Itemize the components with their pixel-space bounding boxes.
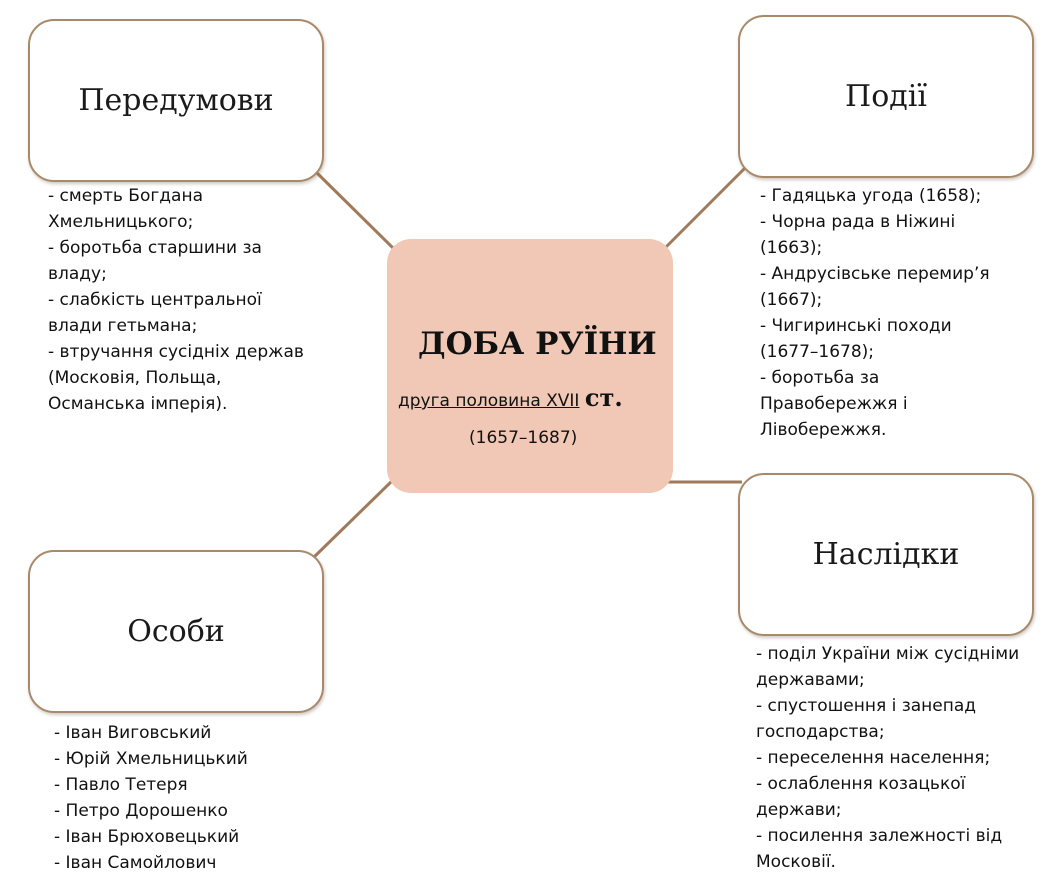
- list-item: - боротьба старшини за: [48, 238, 262, 258]
- list-item: господарства;: [756, 722, 885, 742]
- list-item: держави;: [756, 800, 842, 820]
- list-item: - Іван Самойлович: [54, 853, 217, 873]
- list-item: (1667);: [760, 290, 823, 310]
- box-events-title: Події: [845, 79, 927, 114]
- center-node: [387, 239, 673, 493]
- list-item: - слабкість центральної: [48, 290, 262, 310]
- consequences-list: [756, 641, 1019, 875]
- list-item: Лівобережжя.: [760, 420, 887, 440]
- box-consequences: [738, 473, 1034, 636]
- list-item: влади гетьмана;: [48, 316, 198, 336]
- list-item: - боротьба за: [760, 368, 880, 388]
- list-item: - Андрусівське перемир’я: [760, 264, 990, 284]
- box-events: [738, 15, 1034, 178]
- connector-events: [665, 168, 745, 248]
- list-item: - Іван Брюховецький: [54, 827, 240, 847]
- list-item: - посилення залежності від: [756, 826, 1003, 846]
- list-item: Московії.: [756, 852, 836, 872]
- list-item: - Павло Тетеря: [54, 775, 188, 795]
- center-subtitle: [398, 383, 623, 412]
- box-consequences-title: Наслідки: [812, 537, 960, 572]
- connector-persons: [313, 480, 393, 558]
- list-item: (1663);: [760, 238, 823, 258]
- list-item: - Чигиринські походи: [760, 316, 952, 336]
- list-item: - смерть Богдана: [48, 186, 203, 206]
- list-item: владу;: [48, 264, 107, 284]
- center-years: (1657–1687): [469, 428, 578, 448]
- center-subtitle-text: друга половина XVII: [398, 391, 580, 411]
- connector-premises: [316, 172, 393, 248]
- center-title: ДОБА РУЇНИ: [418, 326, 657, 362]
- list-item: - спустошення і занепад: [756, 696, 977, 716]
- persons-list: [54, 720, 248, 876]
- list-item: державами;: [756, 670, 865, 690]
- box-premises: [28, 19, 324, 182]
- events-list: [760, 183, 990, 443]
- list-item: - переселення населення;: [756, 748, 991, 768]
- list-item: - Юрій Хмельницький: [54, 749, 248, 769]
- list-item: - Іван Виговський: [54, 723, 212, 743]
- box-persons: [28, 550, 324, 713]
- list-item: (1677–1678);: [760, 342, 875, 362]
- center-subtitle-bold: ст.: [584, 383, 623, 412]
- list-item: - ослаблення козацької: [756, 774, 966, 794]
- list-item: - втручання сусідніх держав: [48, 342, 304, 362]
- list-item: - Чорна рада в Ніжині: [760, 212, 956, 232]
- list-item: - поділ України між сусідніми: [756, 644, 1020, 664]
- box-premises-title: Передумови: [78, 83, 274, 118]
- list-item: Османська імперія).: [48, 394, 228, 414]
- box-persons-title: Особи: [127, 614, 225, 649]
- list-item: - Гадяцька угода (1658);: [760, 186, 982, 206]
- list-item: - Петро Дорошенко: [54, 801, 228, 821]
- list-item: Хмельницького;: [48, 212, 194, 232]
- premises-list: [48, 183, 304, 417]
- list-item: (Московія, Польща,: [48, 368, 222, 388]
- list-item: Правобережжя і: [760, 394, 908, 414]
